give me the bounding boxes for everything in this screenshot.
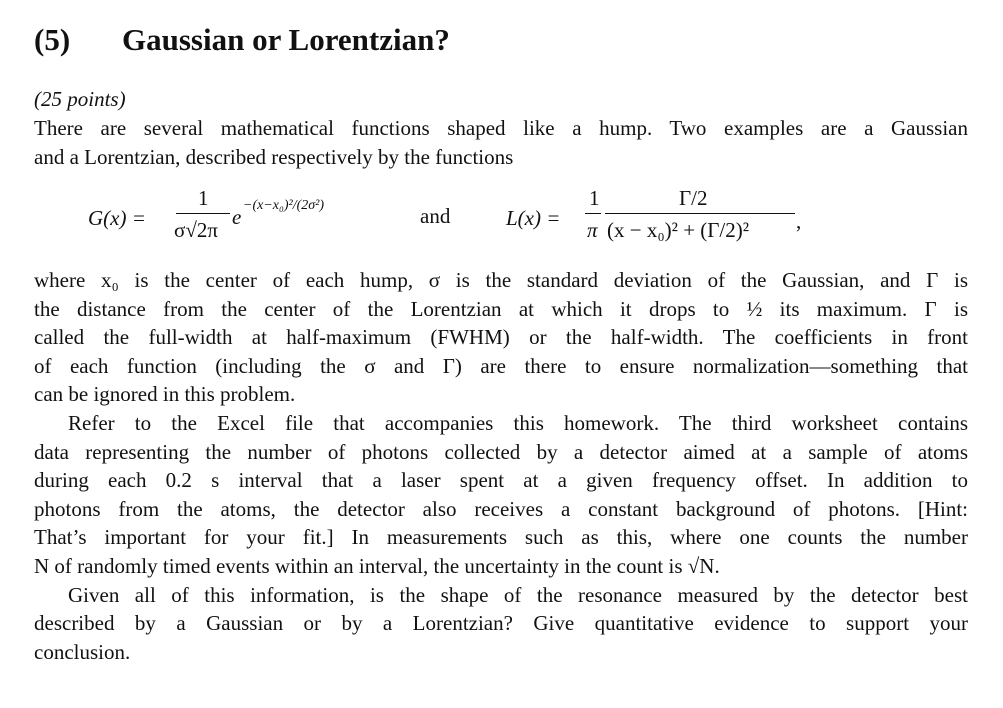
p2-line-3: called the full-width at half-maximum (FWHM) or the half-width. The coefficients in front [34,325,968,350]
p2-line-2: the distance from the center of the Lorentzian at which it drops to ½ its maximum. Γ is [34,296,968,321]
intro-line-1: There are several mathematical functions shaped like a hump. Two examples are a Gaussian [34,116,968,140]
p2-line-1: where x₀ is the center of each hump, σ is the standard deviation of the Gaussian, and Γ is [34,268,968,292]
p4-line-3: conclusion. [34,639,131,664]
p3-line-3: during each 0.2 s interval that a laser spent at a given frequency offset. In addition to [34,468,968,493]
p4-line-2: described by a Gaussian or by a Lorentzian? Give quantitative evidence to support your [34,611,968,636]
equation-connector: and [420,204,451,228]
lorentzian-fraction-bar-2 [605,213,795,214]
p2-line-5: can be ignored in this problem. [34,382,296,407]
gaussian-exponent: −(x−x₀)²/(2σ²) [243,198,325,213]
body-text [34,266,968,666]
problem-heading [34,22,450,58]
intro-line-2: and a Lorentzian, described respectively by the functions [34,144,514,169]
p3-line-6: N of randomly timed events within an interval, the uncertainty in the count is √N. [34,553,720,578]
gaussian-denominator: σ√2π [174,218,218,242]
points-label: (25 points) [34,87,126,111]
p3-line-5: That’s important for your fit.] In measurements such as this, where one counts the number [34,525,968,550]
lorentzian-fraction-bar-1 [585,213,601,214]
p3-line-1: Refer to the Excel file that accompanies this homework. The third worksheet contains [68,410,968,435]
lorentzian-denominator-1: π [587,218,598,242]
gaussian-fraction-bar [176,213,230,214]
display-equation [0,184,1003,254]
lorentzian-numerator-1: 1 [589,186,600,210]
intro-paragraph [34,114,968,171]
p3-line-4: photons from the atoms, the detector also receives a constant background of photons. [Hint: [34,496,968,521]
gaussian-numerator: 1 [198,186,209,210]
problem-title: Gaussian or Lorentzian? [122,22,450,57]
p2-line-4: of each function (including the σ and Γ) are there to ensure normalization—something that [34,353,968,378]
gaussian-exp-base: e [232,205,242,229]
problem-number: (5) [34,22,71,57]
p4-line-1: Given all of this information, is the shape of the resonance measured by the detector best [68,582,968,607]
lorentzian-numerator-2: Γ/2 [679,186,708,210]
lorentzian-lhs: L(x) = [506,206,561,230]
p3-line-2: data representing the number of photons collected by a detector aimed at a sample of atoms [34,439,968,464]
gaussian-lhs: G(x) = [88,206,146,230]
lorentzian-denominator-2: (x − x₀)² + (Γ/2)² [607,218,750,242]
equation-trailing-comma: , [796,209,802,233]
